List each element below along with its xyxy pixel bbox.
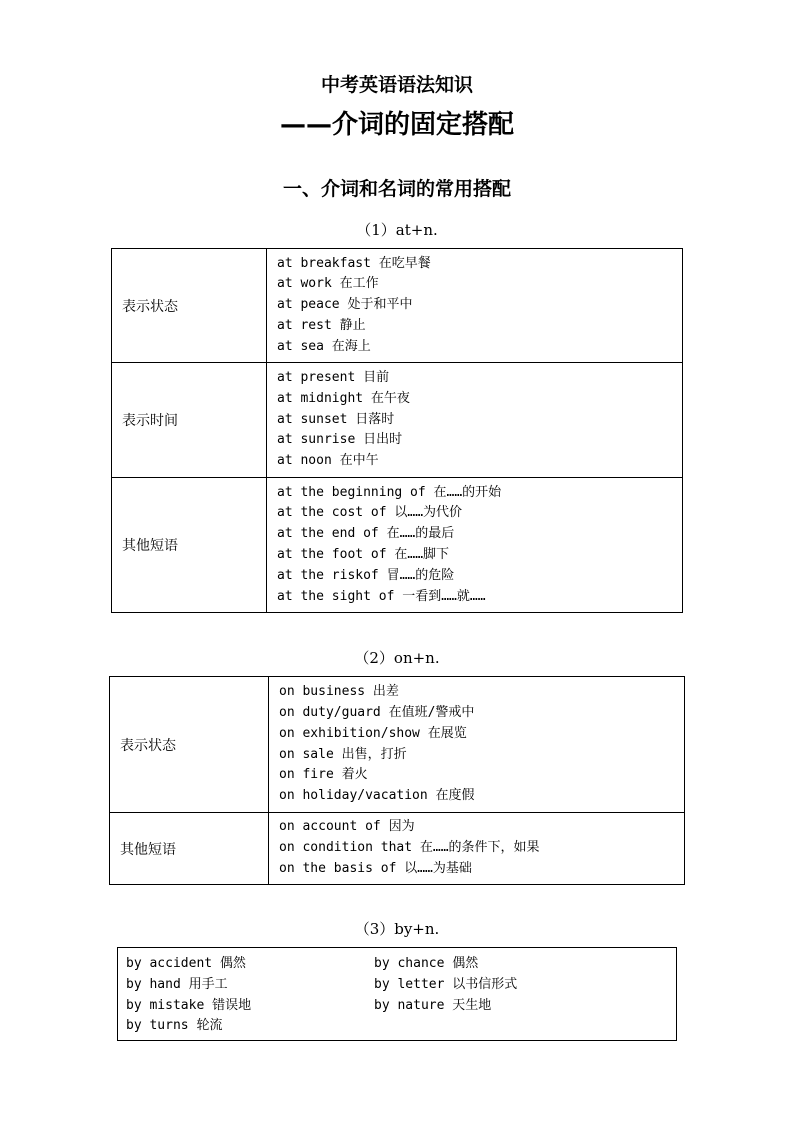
list-item: at the beginning of 在……的开始 [277, 484, 502, 500]
list-item: on exhibition/show 在展览 [279, 725, 467, 741]
list-item: by mistake 错误地 [126, 997, 252, 1013]
table-row [110, 813, 685, 885]
table-row [110, 677, 685, 813]
part3-box [117, 947, 677, 1041]
list-item: on sale 出售，打折 [279, 746, 407, 762]
list-item: at present 目前 [277, 370, 390, 385]
part3-caption: （3）by+n. [354, 920, 440, 938]
list-item: at sea 在海上 [277, 338, 371, 354]
table-row [112, 478, 683, 613]
list-item: at the cost of 以……为代价 [277, 505, 463, 521]
list-item: on duty/guard 在值班/警戒中 [279, 704, 475, 720]
list-item: at rest 静止 [277, 317, 366, 333]
row-label: 其他短语 [112, 478, 267, 613]
table-row [112, 249, 683, 363]
list-item: on condition that 在……的条件下，如果 [279, 840, 540, 856]
list-item: on account of 因为 [279, 819, 415, 835]
part2-caption: （2）on+n. [354, 649, 440, 667]
row-label: 其他短语 [110, 813, 269, 885]
row-items [267, 363, 683, 478]
list-item: at the sight of 一看到……就…… [277, 588, 486, 604]
list-item: at sunrise 日出时 [277, 432, 403, 448]
list-item: at breakfast 在吃早餐 [277, 255, 431, 271]
section-heading: 一、介词和名词的常用搭配 [282, 178, 511, 200]
row-label: 表示状态 [110, 677, 269, 813]
row-items [267, 478, 683, 613]
list-item: on fire 着火 [279, 767, 368, 783]
row-label: 表示状态 [112, 249, 267, 363]
table-row [112, 363, 683, 478]
list-item: by letter 以书信形式 [374, 976, 518, 992]
list-item: on the basis of 以……为基础 [279, 860, 472, 876]
list-item: by nature 天生地 [374, 997, 492, 1013]
list-item: at noon 在中午 [277, 453, 379, 469]
list-item: by accident 偶然 [126, 956, 246, 971]
list-item: by chance 偶然 [374, 956, 479, 971]
part3-left-column [126, 954, 251, 1037]
list-item: by turns 轮流 [126, 1018, 223, 1034]
list-item: at the end of 在……的最后 [277, 526, 455, 542]
part1-table [111, 248, 683, 613]
list-item: at sunset 日落时 [277, 411, 395, 427]
doc-title: 中考英语语法知识 [320, 74, 473, 96]
row-items [267, 249, 683, 363]
part2-table [109, 676, 685, 885]
list-item: by hand 用手工 [126, 976, 228, 992]
list-item: at peace 处于和平中 [277, 297, 413, 313]
list-item: at midnight 在午夜 [277, 390, 410, 406]
list-item: on holiday/vacation 在度假 [279, 788, 475, 804]
part1-caption: （1）at+n. [356, 221, 438, 239]
part3-right-column [374, 954, 517, 1016]
list-item: at the riskof 冒……的危险 [277, 567, 455, 583]
doc-subtitle: ——介词的固定搭配 [279, 110, 514, 140]
row-items [269, 813, 685, 885]
list-item: at the foot of 在……脚下 [277, 547, 450, 562]
row-label: 表示时间 [112, 363, 267, 478]
list-item: at work 在工作 [277, 276, 379, 292]
list-item: on business 出差 [279, 684, 399, 700]
row-items [269, 677, 685, 813]
